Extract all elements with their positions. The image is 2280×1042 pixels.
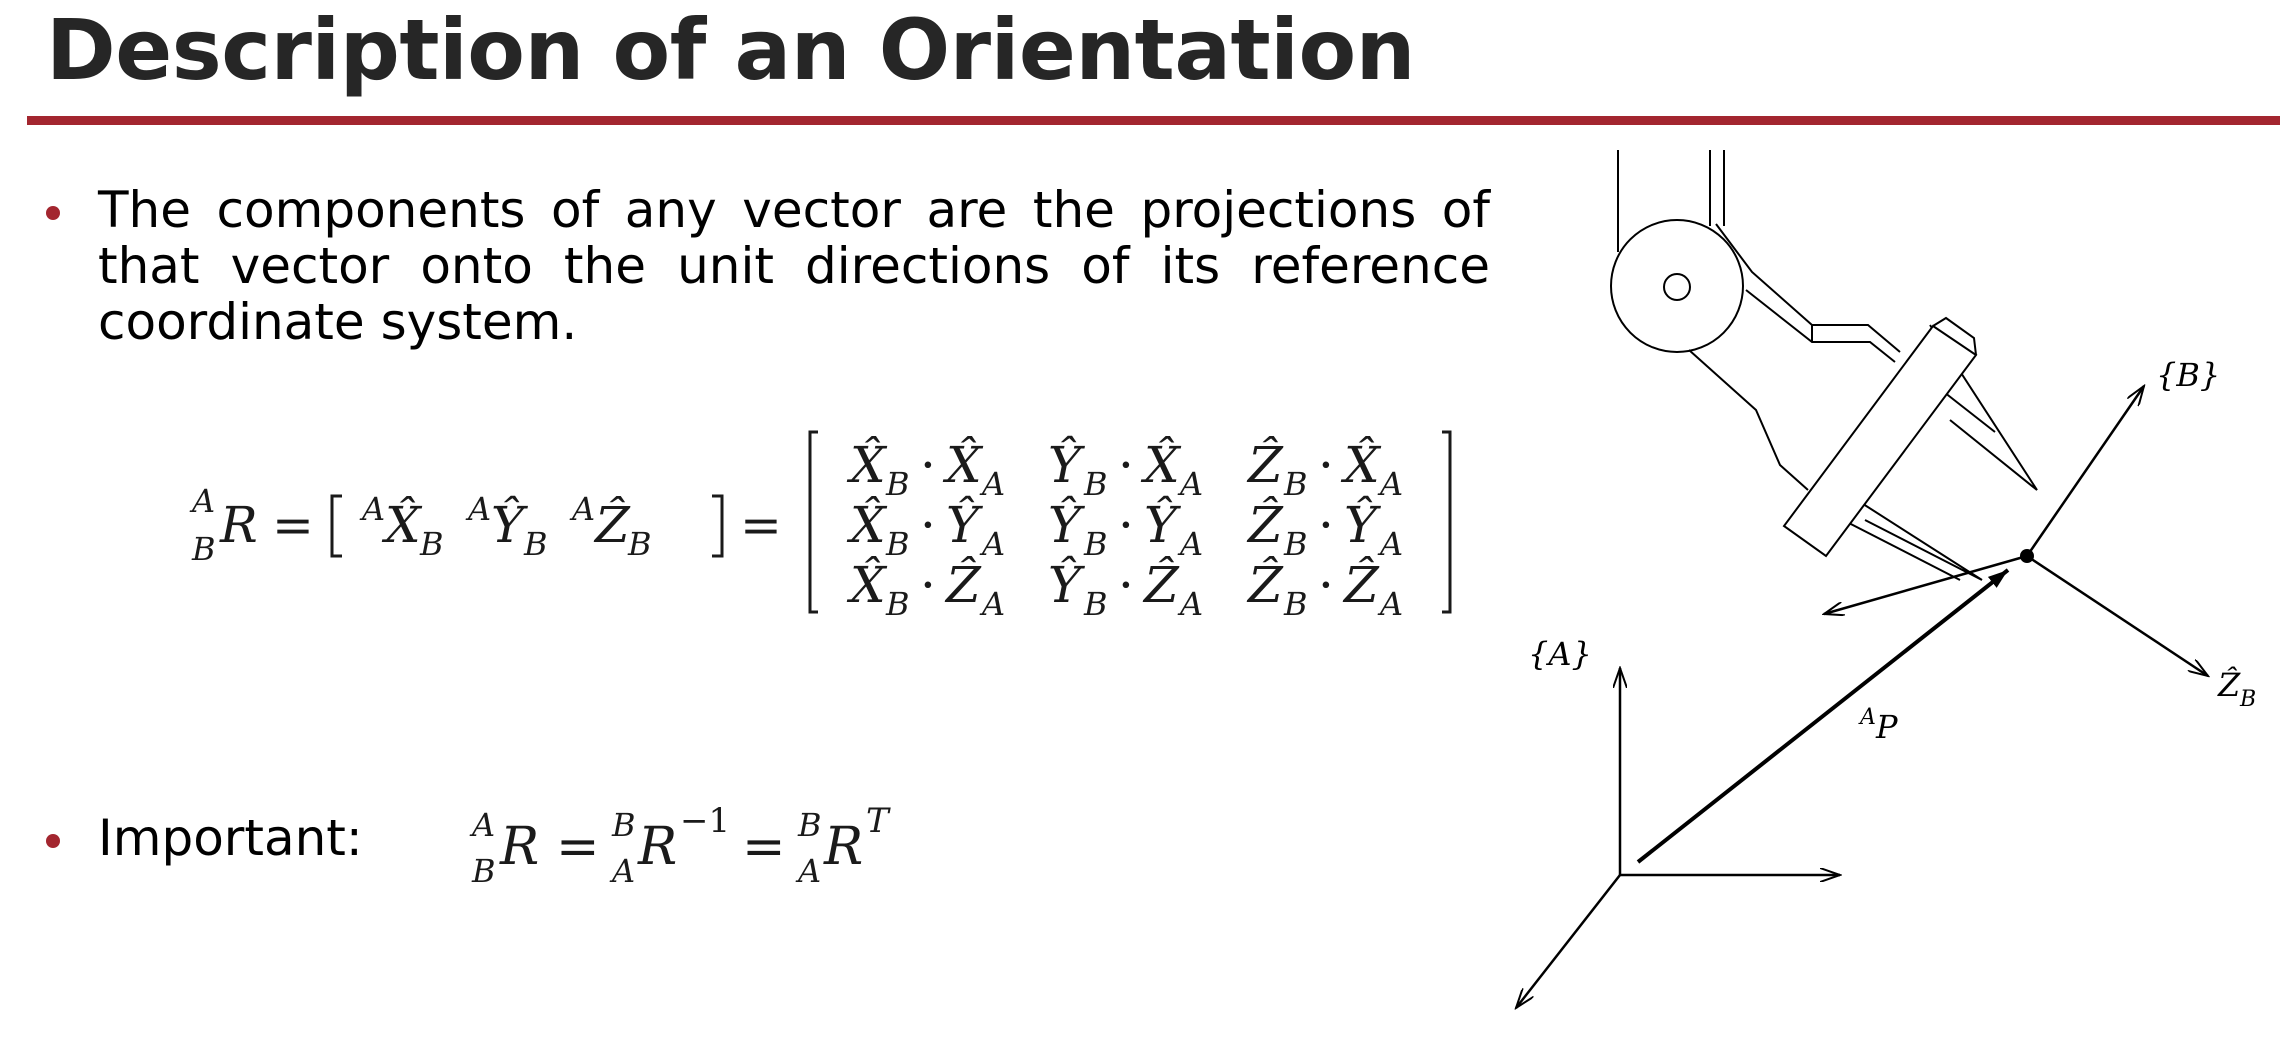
row-bracket-right xyxy=(712,496,722,556)
row-vec-2-sup: A xyxy=(468,490,492,528)
frames-figure xyxy=(1480,140,2280,1020)
imp-t1-sup: A xyxy=(472,806,496,844)
matrix-cell-0-2-b-sub: A xyxy=(1380,465,1404,503)
important-equation xyxy=(460,790,940,900)
row-vec-1-sub: B xyxy=(420,525,444,563)
matrix-cell-0-2-dot: · xyxy=(1318,436,1334,494)
imp-t1-base: R xyxy=(500,817,540,877)
matrix-cell-0-2-a: Ẑ xyxy=(1248,436,1283,494)
bullet-marker-2 xyxy=(46,834,60,848)
matrix-cell-1-1-a: Ŷ xyxy=(1048,496,1082,554)
matrix-cell-1-2-b: Ŷ xyxy=(1344,496,1378,554)
row-vec-1-sup: A xyxy=(362,490,386,528)
vector-p-arrow xyxy=(1638,570,2008,862)
equals-1: = xyxy=(272,496,314,554)
matrix-cell-1-1-a-sub: B xyxy=(1084,525,1108,563)
matrix-cell-2-2-dot: · xyxy=(1318,556,1334,614)
matrix-cell-1-2-a: Ẑ xyxy=(1248,496,1283,554)
imp-t3-sup: B xyxy=(798,806,822,844)
row-vec-2-base: Ŷ xyxy=(491,496,525,554)
frame-b-origin xyxy=(2020,549,2034,563)
axis-zb-sub: B xyxy=(2240,687,2257,712)
frame-a-label: {A} xyxy=(1528,635,1592,673)
matrix-cell-0-1-dot: · xyxy=(1118,436,1134,494)
matrix-cell-1-1-b: Ŷ xyxy=(1144,496,1178,554)
matrix-cell-2-1-dot: · xyxy=(1118,556,1134,614)
matrix-cell-0-0-dot: · xyxy=(920,436,936,494)
row-vec-3-sub: B xyxy=(628,525,652,563)
robot-arm-illustration xyxy=(1611,150,2037,580)
frame-b-label: {B} xyxy=(2156,356,2221,394)
imp-t2-exp: −1 xyxy=(680,801,731,841)
row-vec-2-sub: B xyxy=(524,525,548,563)
matrix-cell-1-0-b: Ŷ xyxy=(946,496,980,554)
matrix-cell-0-0-a: X̂ xyxy=(850,436,886,494)
matrix-cell-2-2-a-sub: B xyxy=(1284,585,1308,623)
matrix-cell-0-0-b: X̂ xyxy=(946,436,982,494)
matrix-cell-2-0-b-sub: A xyxy=(982,585,1006,623)
matrix-cell-1-2-b-sub: A xyxy=(1380,525,1404,563)
row-vec-3-sup: A xyxy=(572,490,596,528)
vector-p-pre-sup: A xyxy=(1860,705,1876,730)
matrix-cell-2-1-b-sub: A xyxy=(1180,585,1204,623)
equals-2: = xyxy=(740,496,782,554)
matrix-cell-1-2-a-sub: B xyxy=(1284,525,1308,563)
matrix-cell-1-0-b-sub: A xyxy=(982,525,1006,563)
matrix-cell-2-0-b: Ẑ xyxy=(946,556,981,614)
matrix-cell-2-0-a-sub: B xyxy=(886,585,910,623)
matrix-cell-2-2-b-sub: A xyxy=(1380,585,1404,623)
imp-eq-2: = xyxy=(742,817,786,877)
imp-t1-sub: B xyxy=(472,852,496,890)
matrix-bracket-right xyxy=(1442,432,1450,612)
rotation-matrix-equation xyxy=(180,420,1480,630)
vector-p-label: P xyxy=(1876,708,1898,746)
matrix-cell-0-0-b-sub: A xyxy=(982,465,1006,503)
slide-title: Description of an Orientation xyxy=(46,1,1415,99)
matrix-cell-2-1-a: Ŷ xyxy=(1048,556,1082,614)
matrix-cell-0-1-b-sub: A xyxy=(1180,465,1204,503)
matrix-cell-1-0-dot: · xyxy=(920,496,936,554)
imp-t2-base: R xyxy=(638,817,678,877)
matrix-cell-1-2-dot: · xyxy=(1318,496,1334,554)
row-vec-1-base: X̂ xyxy=(385,496,421,554)
matrix-cell-2-0-a: X̂ xyxy=(850,556,886,614)
frame-a-axes xyxy=(1516,668,1840,1008)
matrix-cell-0-1-a-sub: B xyxy=(1084,465,1108,503)
bullet-1-text: The components of any vector are the projections of that vector onto the unit directions of its reference coordinate system. xyxy=(98,181,1490,351)
imp-t3-exp: T xyxy=(866,801,889,841)
matrix-cell-0-2-a-sub: B xyxy=(1284,465,1308,503)
matrix-cell-0-1-a: Ŷ xyxy=(1048,436,1082,494)
bullet-2-text: Important: xyxy=(98,809,363,867)
matrix-cell-0-0-a-sub: B xyxy=(886,465,910,503)
matrix-cell-2-1-b: Ẑ xyxy=(1144,556,1179,614)
imp-t3-base: R xyxy=(824,817,864,877)
title-divider xyxy=(27,116,2280,125)
matrix-cell-1-1-b-sub: A xyxy=(1180,525,1204,563)
matrix-cell-2-0-dot: · xyxy=(920,556,936,614)
matrix-cell-1-1-dot: · xyxy=(1118,496,1134,554)
matrix-cell-0-2-b: X̂ xyxy=(1344,436,1380,494)
bullet-marker-1 xyxy=(46,206,60,220)
axis-zb-label: Ẑ xyxy=(2218,666,2241,704)
matrix-cell-1-0-a-sub: B xyxy=(886,525,910,563)
imp-t2-sub: A xyxy=(612,852,636,890)
row-vec-3-base: Ẑ xyxy=(595,496,630,554)
matrix-cell-0-1-b: X̂ xyxy=(1144,436,1180,494)
matrix-cell-1-0-a: X̂ xyxy=(850,496,886,554)
lhs-pre-sub: B xyxy=(192,530,216,568)
imp-t2-sup: B xyxy=(612,806,636,844)
row-bracket-left xyxy=(332,496,342,556)
matrix-cell-2-2-b: Ẑ xyxy=(1344,556,1379,614)
imp-eq-1: = xyxy=(556,817,600,877)
matrix-cell-2-2-a: Ẑ xyxy=(1248,556,1283,614)
matrix-bracket-left xyxy=(810,432,818,612)
lhs-pre-sup: A xyxy=(192,482,216,520)
lhs-base: R xyxy=(220,496,258,554)
matrix-cell-2-1-a-sub: B xyxy=(1084,585,1108,623)
imp-t3-sub: A xyxy=(798,852,822,890)
